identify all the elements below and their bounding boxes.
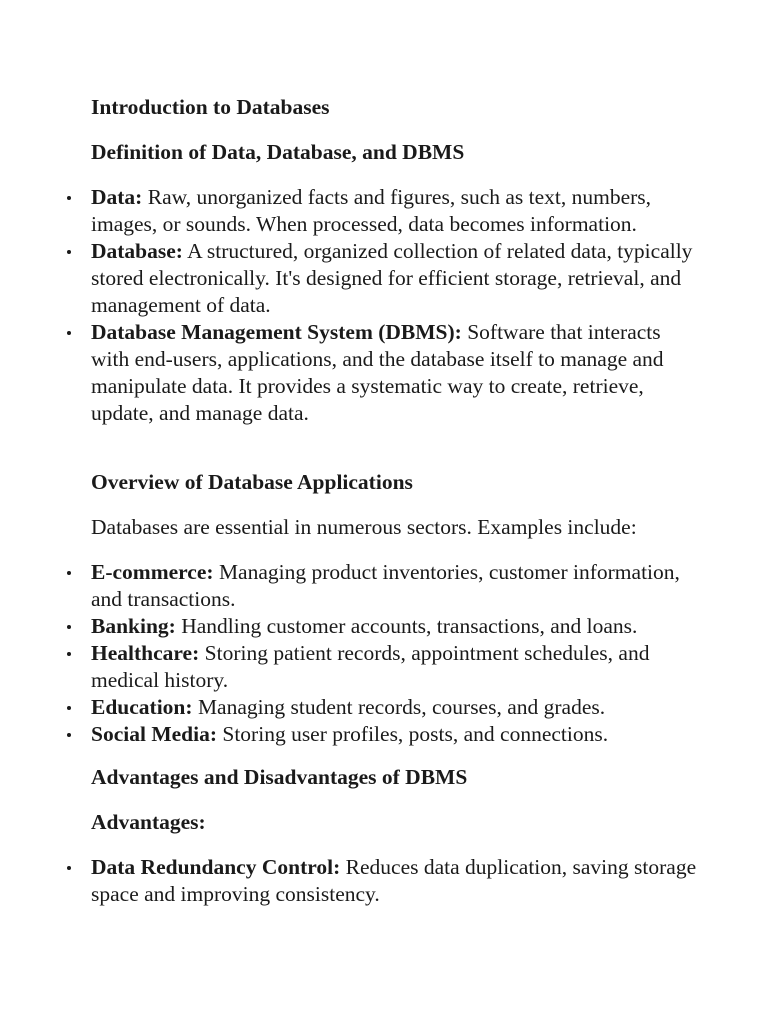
list-item-term: Database Management System (DBMS): (91, 320, 462, 344)
applications-intro: Databases are essential in numerous sectors. Examples include: (91, 515, 637, 539)
list-item-term: E-commerce: (91, 560, 214, 584)
applications-list (91, 559, 701, 748)
list-item (91, 613, 701, 640)
list-item-term: Banking: (91, 614, 176, 638)
list-item (91, 559, 701, 613)
list-item (91, 694, 701, 721)
advantages-list (91, 854, 701, 908)
list-item-term: Data Redundancy Control: (91, 855, 341, 879)
list-item (91, 319, 701, 427)
definitions-list (91, 184, 701, 427)
list-item (91, 854, 701, 908)
list-item (91, 238, 701, 319)
section-heading-definitions: Definition of Data, Database, and DBMS (91, 140, 465, 164)
list-item-text: Storing patient records, appointment schedules, and medical history. (91, 641, 650, 692)
list-item-text: Managing product inventories, customer information, and transactions. (91, 560, 680, 611)
list-item-term: Data: (91, 185, 143, 209)
section-heading-advantages-disadvantages: Advantages and Disadvantages of DBMS (91, 765, 468, 789)
list-item-text: Storing user profiles, posts, and connections. (222, 722, 609, 746)
list-item-text: A structured, organized collection of related data, typically stored electronically. It's designed for efficient storage, retrieval, and management of data. (91, 239, 693, 317)
list-item-text: Software that interacts with end-users, applications, and the database itself to manage and manipulate data. It provides a systematic way to create, retrieve, update, and manage data. (91, 320, 664, 425)
list-item-term: Database: (91, 239, 183, 263)
list-item-term: Education: (91, 695, 193, 719)
list-item-text: Handling customer accounts, transactions, and loans. (181, 614, 638, 638)
list-item-text: Raw, unorganized facts and figures, such as text, numbers, images, or sounds. When processed, data becomes information. (91, 185, 652, 236)
list-item-text: Managing student records, courses, and grades. (197, 695, 606, 719)
list-item (91, 640, 701, 694)
list-item (91, 184, 701, 238)
list-item-text: Reduces data duplication, saving storage space and improving consistency. (91, 855, 697, 906)
document-title: Introduction to Databases (91, 95, 330, 119)
list-item (91, 721, 701, 748)
list-item-term: Social Media: (91, 722, 217, 746)
subheading-advantages: Advantages: (91, 810, 206, 834)
section-heading-applications: Overview of Database Applications (91, 470, 413, 494)
list-item-term: Healthcare: (91, 641, 200, 665)
